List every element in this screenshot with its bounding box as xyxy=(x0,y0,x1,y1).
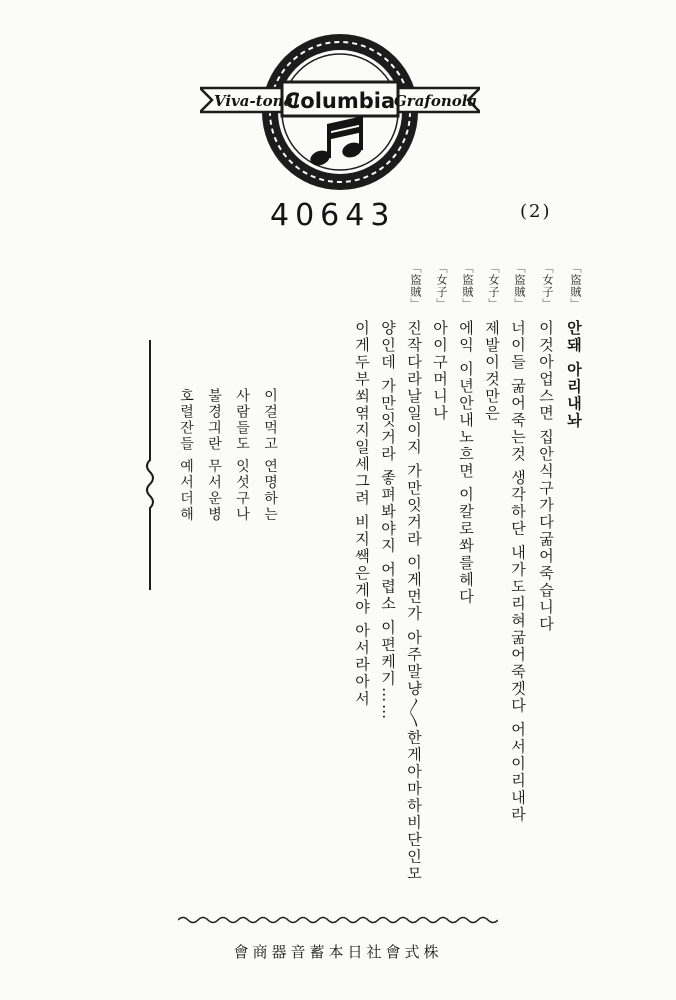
dialogue-line: 진작다라날일이지 가만잇거라 이게먼가 아주말냥〳〵한게아마하비단인모 xyxy=(405,320,423,883)
logo-left-text: Viva-tonal xyxy=(214,92,299,110)
dialogue-line: 양인데 가만잇거라 좋펴봐야지 어렵소 이편케기…… xyxy=(379,320,397,722)
logo-center-text: Columbia xyxy=(284,89,396,113)
dialogue-line: 제발이것만은 xyxy=(483,320,501,422)
speaker-label: 「女子」 xyxy=(435,262,448,310)
side-number: (2) xyxy=(520,201,552,222)
verse-line: 호렬잔들 예서더해 xyxy=(178,388,194,523)
dialogue-line: 너이들 굶어죽는것 생각하단 내가도리혀굶어죽겟다 어서이리내라 xyxy=(509,320,527,824)
speaker-label: 「盜賊」 xyxy=(461,262,474,310)
dialogue-line: 아이구머니나 xyxy=(431,320,449,422)
bottom-rule xyxy=(178,915,498,925)
verse-line: 이걸먹고 연명하는 xyxy=(262,388,278,523)
verse-line: 불경긔란 무서운병 xyxy=(206,388,222,523)
wavy-divider xyxy=(140,340,160,590)
logo-right-text: Grafonola xyxy=(394,92,478,110)
speaker-label: 「女子」 xyxy=(487,262,500,310)
verse-line: 사람들도 잇섯구나 xyxy=(234,388,250,523)
speaker-label: 「盜賊」 xyxy=(409,262,422,310)
speaker-label: 「盜賊」 xyxy=(569,262,582,310)
speaker-label: 「女子」 xyxy=(541,262,554,310)
dialogue-line: 안돼 아리내놔 xyxy=(565,320,583,430)
company-footer: 會商器音蓄本日社會式株 xyxy=(233,943,443,961)
dialogue-line: 이게두부쐬엮지일세그려 비지쌕은게야 아서라아서 xyxy=(353,320,371,708)
dialogue-line: 에익 이년안내노흐면 이칼로쏴를헤다 xyxy=(457,320,475,606)
record-number: 40643 xyxy=(270,198,396,233)
speaker-label: 「盜賊」 xyxy=(513,262,526,310)
dialogue-line: 이것아업스면 집안식구가다굶어죽습니다 xyxy=(537,320,555,633)
columbia-logo xyxy=(200,30,480,195)
